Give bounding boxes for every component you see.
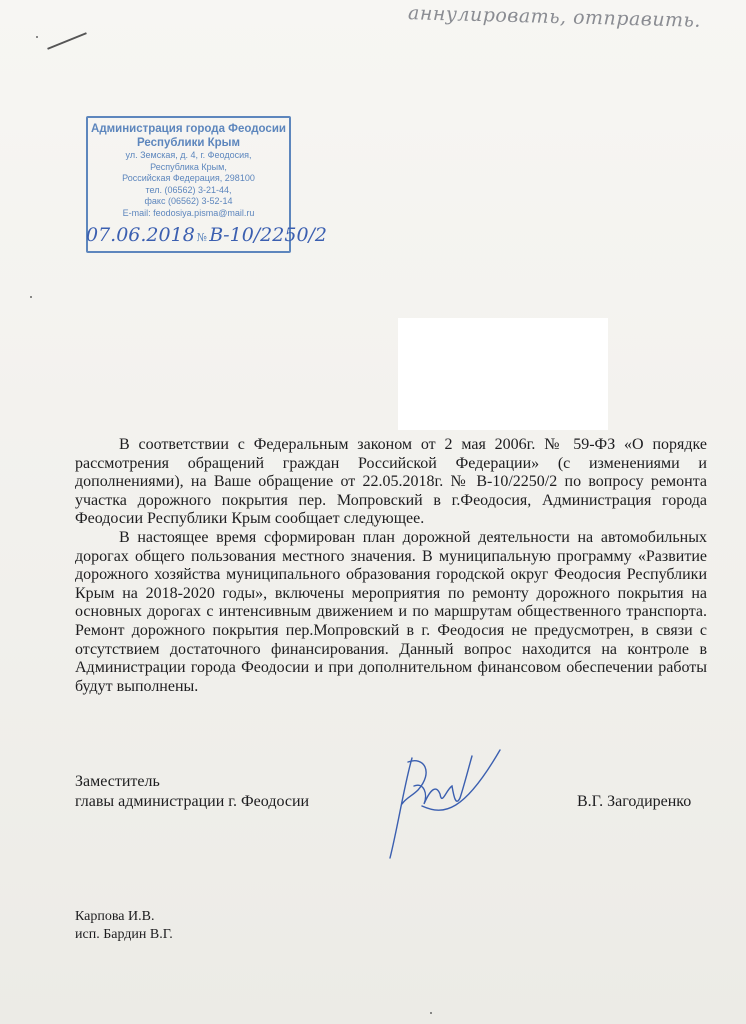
executors-block <box>75 908 173 944</box>
pen-stroke-mark <box>47 32 87 50</box>
stamp-date: 07.06.2018 <box>86 224 195 246</box>
signatory-name: В.Г. Загодиренко <box>577 793 692 810</box>
signatory-title <box>75 772 309 812</box>
stamp-address-line: тел. (06562) 3-21-44, <box>145 184 232 195</box>
stamp-address-line: Российская Федерация, 298100 <box>122 173 255 183</box>
stamp-org-line2: Республики Крым <box>137 137 240 149</box>
body-paragraph-1: В соответствии с Федеральным законом от 2 мая 2006г. № 59-ФЗ «О порядке рассмотрения обращений граждан Российской Федерации» (с изменениями и дополнениями), на Ваше обращение от 22.05.2018г. № В-10/2250/2 по вопросу ремонта участка дорожного покрытия пер. Мопровский в г.Феодосия, Администрация города Феодосии Республики Крым сообщает следующее. <box>75 436 707 528</box>
scan-dot <box>430 1012 432 1014</box>
stamp-date-number <box>86 224 327 246</box>
handwritten-resolution-note: аннулировать, отправить. <box>407 2 702 32</box>
handwritten-signature <box>384 746 504 862</box>
letter-body <box>75 436 707 696</box>
stamp-address-line: Республика Крым, <box>150 161 227 172</box>
stamp-org-line1: Администрация города Феодосии <box>91 123 286 135</box>
signatory-title-line1: Заместитель <box>75 773 160 790</box>
signatory-title-line2: главы администрации г. Феодосии <box>75 793 310 810</box>
executor-line2: исп. Бардин В.Г. <box>75 927 173 942</box>
scan-dot <box>30 296 32 298</box>
stamp-address-line: факс (06562) 3-52-14 <box>144 196 233 206</box>
scan-dot <box>36 36 38 38</box>
stamp-address-line: E-mail: feodosiya.pisma@mail.ru <box>122 207 255 218</box>
redacted-addressee-block <box>398 318 608 430</box>
stamp-number: В-10/2250/2 <box>209 224 328 246</box>
stamp-address-line: ул. Земская, д. 4, г. Феодосия, <box>125 150 252 160</box>
stamp-number-label: № <box>196 231 208 244</box>
body-paragraph-2: В настоящее время сформирован план дорожной деятельности на автомобильных дорогах общего пользования местного значения. В муниципальную программу «Развитие дорожного хозяйства муниципального образования городской округ Феодосия Республики Крым на 2018-2020 годы», включены мероприятия по ремонту дорожного покрытия на основных дорогах с интенсивным движением и по маршрутам общественного транспорта. Ремонт дорожного покрытия пер.Мопровский в г. Феодосия не предусмотрен, в связи с отсутствием достаточного финансирования. Данный вопрос находится на контроле в Администрации города Феодосии и при дополнительном финансовом обеспечении работы будут выполнены. <box>75 528 707 695</box>
executor-line1: Карпова И.В. <box>75 909 155 924</box>
